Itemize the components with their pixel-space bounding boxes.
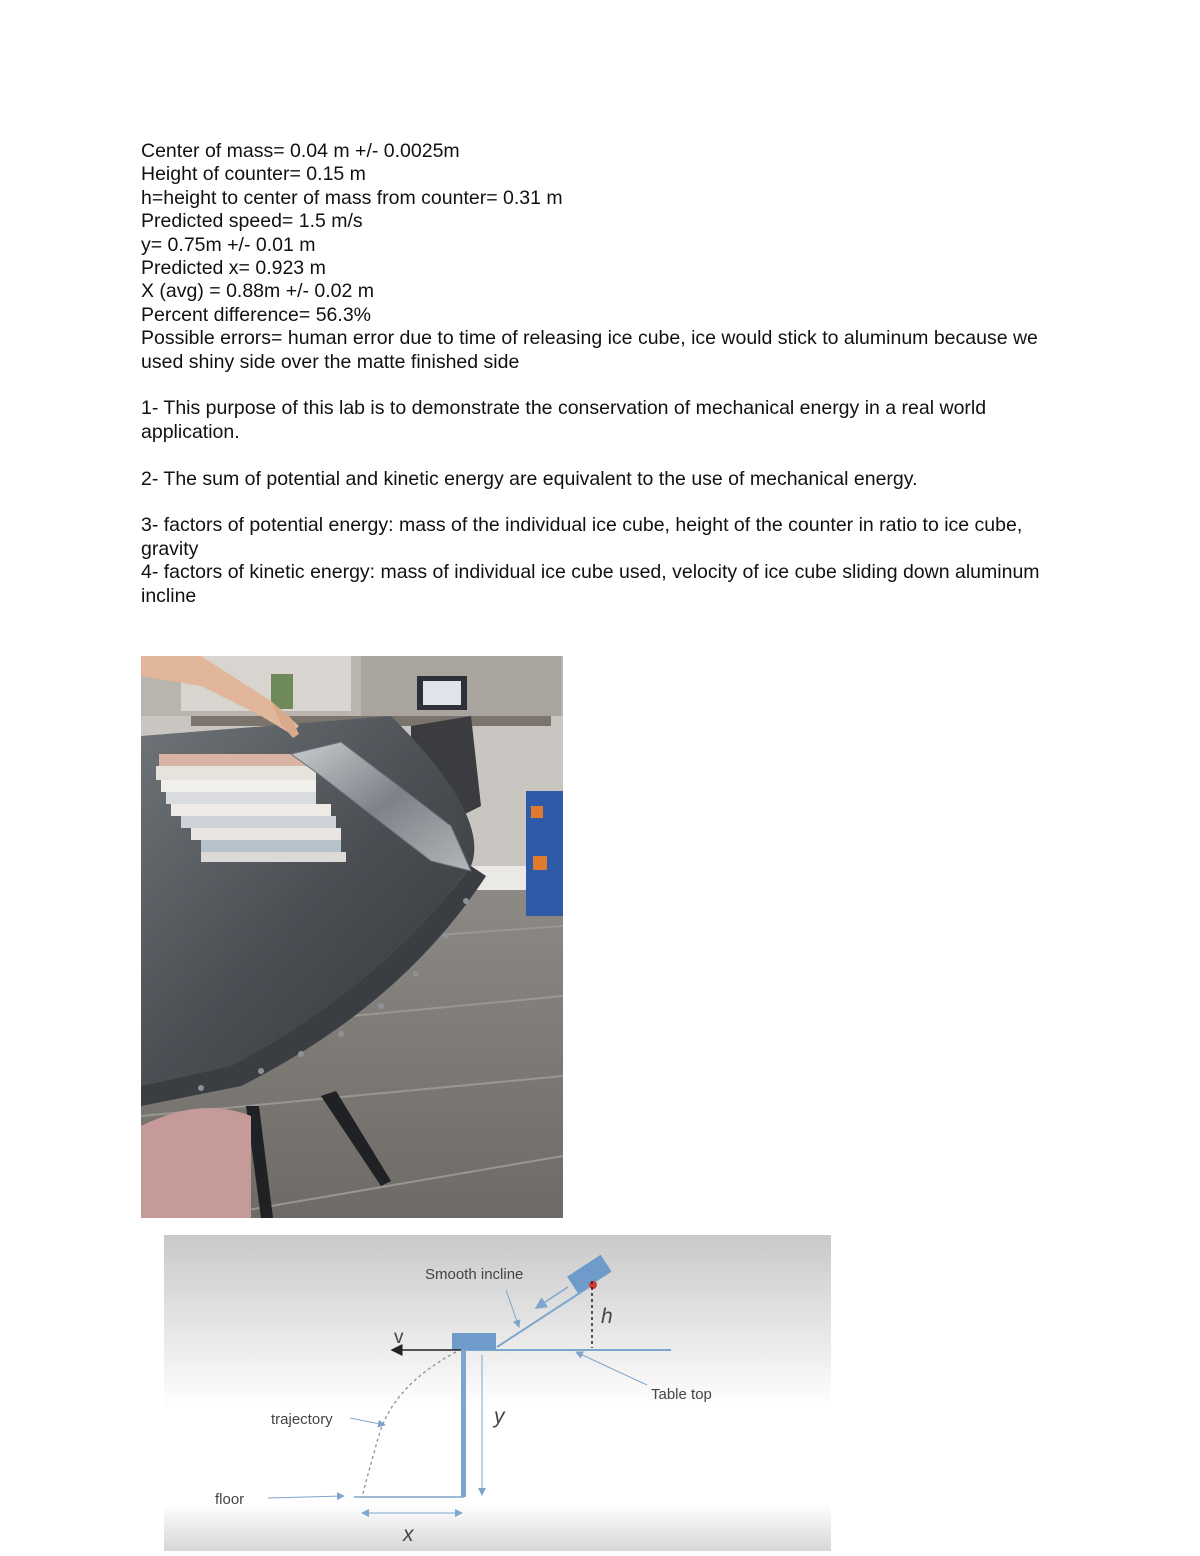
possible-errors: Possible errors= human error due to time of releasing ice cube, ice would stick to aluminum because we used shiny side over the matte finished side	[141, 327, 1044, 373]
label-floor: floor	[215, 1491, 245, 1508]
answer-4: 4- factors of kinetic energy: mass of individual ice cube used, velocity of ice cube sliding down aluminum incline	[141, 561, 1045, 607]
answer-2: 2- The sum of potential and kinetic energy are equivalent to the use of mechanical energy.	[141, 467, 918, 490]
label-table-top: Table top	[651, 1386, 712, 1403]
label-trajectory: trajectory	[271, 1411, 333, 1428]
incline-diagram	[164, 1235, 831, 1551]
label-h: h	[601, 1305, 613, 1328]
lab-notes	[141, 140, 1061, 608]
label-v: v	[394, 1327, 404, 1348]
measurement-h: h=height to center of mass from counter= 0.31 m	[141, 186, 563, 209]
measurement-counter-height: Height of counter= 0.15 m	[141, 163, 366, 186]
label-y: y	[494, 1405, 505, 1428]
measurement-predicted-speed: Predicted speed= 1.5 m/s	[141, 210, 363, 233]
table-leg	[461, 1345, 466, 1497]
measurement-percent-difference: Percent difference= 56.3%	[141, 303, 372, 326]
answer-3: 3- factors of potential energy: mass of the individual ice cube, height of the counter in ratio to ice cube, gravity	[141, 514, 1028, 560]
ice-block-bottom	[452, 1333, 496, 1350]
setup-photo	[141, 656, 563, 1218]
measurement-y: y= 0.75m +/- 0.01 m	[141, 233, 316, 256]
label-smooth-incline: Smooth incline	[425, 1266, 524, 1283]
answer-1: 1- This purpose of this lab is to demonstrate the conservation of mechanical energy in a real world application.	[141, 397, 992, 443]
measurement-x-avg: X (avg) = 0.88m +/- 0.02 m	[141, 280, 375, 303]
label-x: x	[403, 1523, 414, 1546]
center-of-mass-dot	[589, 1281, 597, 1289]
measurement-center-of-mass: Center of mass= 0.04 m +/- 0.0025m	[141, 140, 460, 162]
measurement-predicted-x: Predicted x= 0.923 m	[141, 257, 326, 280]
